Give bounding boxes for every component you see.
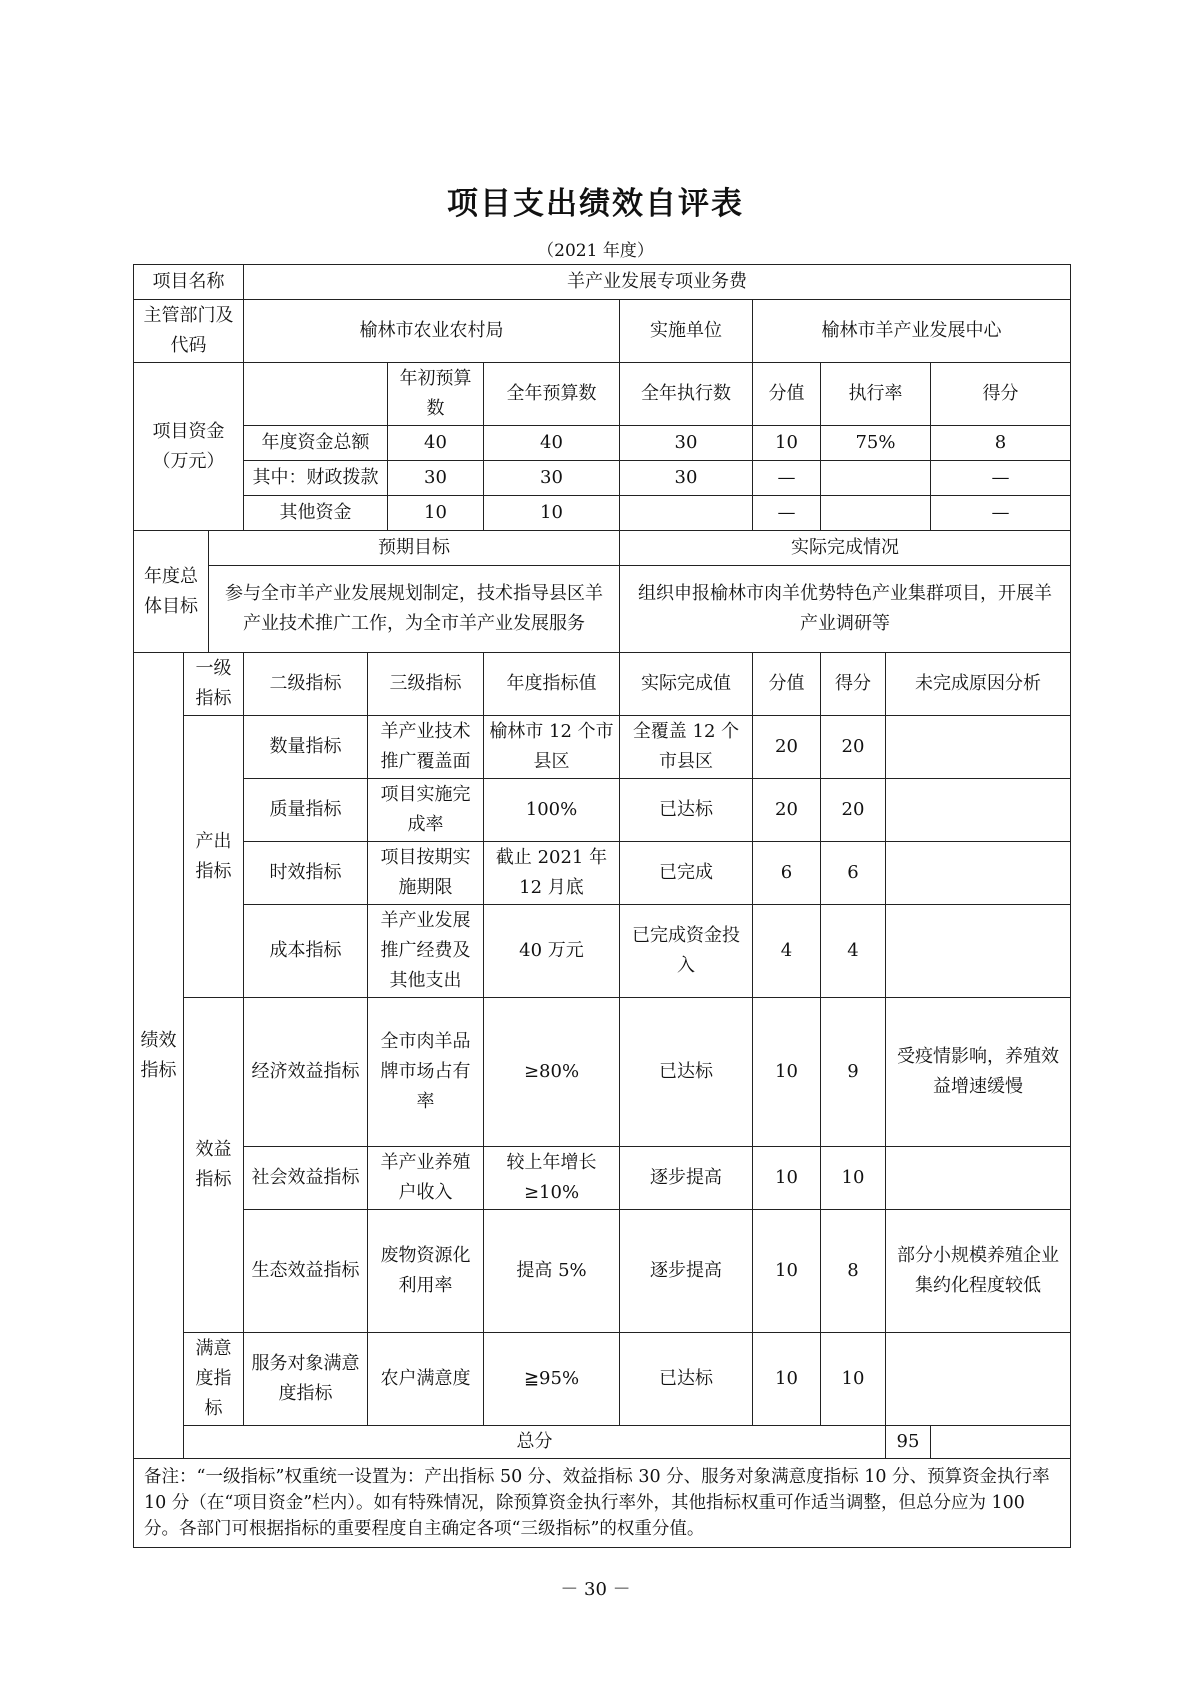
funds-cell: 10: [753, 426, 821, 461]
self-evaluation-table: [133, 264, 1071, 1548]
level3-cell: 废物资源化利用率: [368, 1210, 484, 1333]
indicator-row: [134, 1333, 1071, 1426]
annual-goal-label: 年度总体目标: [134, 531, 209, 653]
indicator-header-level2: 二级指标: [244, 653, 368, 716]
indicator-row: [134, 905, 1071, 998]
reason-cell: [886, 716, 1071, 779]
indicator-header-points: 分值: [753, 653, 821, 716]
total-label: 总分: [184, 1426, 886, 1459]
level3-cell: 项目按期实施期限: [368, 842, 484, 905]
funds-cell: [821, 496, 931, 531]
actual-cell: 已达标: [620, 1333, 753, 1426]
funds-label: 项目资金（万元）: [134, 363, 244, 531]
level3-cell: 项目实施完成率: [368, 779, 484, 842]
indicator-row: [134, 998, 1071, 1147]
points-cell: 20: [753, 716, 821, 779]
actual-cell: 已完成资金投入: [620, 905, 753, 998]
impl-unit-value: 榆林市羊产业发展中心: [753, 300, 1071, 363]
project-name-value: 羊产业发展专项业务费: [244, 265, 1071, 300]
indicator-header-target: 年度指标值: [484, 653, 620, 716]
funds-cell: 10: [388, 496, 484, 531]
level1-benefit: 效益指标: [184, 998, 244, 1333]
funds-cell: 40: [484, 426, 620, 461]
indicator-row: [134, 842, 1071, 905]
actual-cell: 已完成: [620, 842, 753, 905]
level2-cell: 数量指标: [244, 716, 368, 779]
funds-row-label: 其中：财政拨款: [244, 461, 388, 496]
funds-cell: 30: [620, 461, 753, 496]
funds-row: [134, 496, 1071, 531]
indicator-header-score: 得分: [821, 653, 886, 716]
performance-indicator-label: 绩效指标: [134, 653, 184, 1459]
indicator-row: [134, 1210, 1071, 1333]
funds-cell: 30: [388, 461, 484, 496]
level2-cell: 质量指标: [244, 779, 368, 842]
actual-cell: 逐步提高: [620, 1147, 753, 1210]
points-cell: 10: [753, 1147, 821, 1210]
report-year: （2021 年度）: [537, 241, 654, 261]
indicator-row: [134, 1147, 1071, 1210]
level3-cell: 农户满意度: [368, 1333, 484, 1426]
actual-cell: 已达标: [620, 779, 753, 842]
score-cell: 10: [821, 1333, 886, 1426]
funds-header-executed: 全年执行数: [620, 363, 753, 426]
funds-row: [134, 426, 1071, 461]
reason-cell: 受疫情影响，养殖效益增速缓慢: [886, 998, 1071, 1147]
target-cell: ≥80%: [484, 998, 620, 1147]
funds-header-points: 分值: [753, 363, 821, 426]
reason-cell: [886, 1333, 1071, 1426]
actual-cell: 逐步提高: [620, 1210, 753, 1333]
indicator-header-level3: 三级指标: [368, 653, 484, 716]
score-cell: 10: [821, 1147, 886, 1210]
points-cell: 20: [753, 779, 821, 842]
level3-cell: 羊产业技术推广覆盖面: [368, 716, 484, 779]
score-cell: 4: [821, 905, 886, 998]
page-number: － 30 －: [560, 1579, 631, 1600]
level3-cell: 全市肉羊品牌市场占有率: [368, 998, 484, 1147]
funds-row-label: 年度资金总额: [244, 426, 388, 461]
project-name-label: 项目名称: [134, 265, 244, 300]
score-cell: 20: [821, 716, 886, 779]
reason-cell: [886, 779, 1071, 842]
funds-cell: —: [753, 461, 821, 496]
score-cell: 8: [821, 1210, 886, 1333]
target-cell: 较上年增长≥10%: [484, 1147, 620, 1210]
funds-cell: 30: [620, 426, 753, 461]
actual-cell: 全覆盖 12 个市县区: [620, 716, 753, 779]
points-cell: 10: [753, 1333, 821, 1426]
level3-cell: 羊产业养殖户收入: [368, 1147, 484, 1210]
level1-output: 产出指标: [184, 716, 244, 998]
footnote: 备注：“一级指标”权重统一设置为：产出指标 50 分、效益指标 30 分、服务对象满意度指标 10 分、预算资金执行率 10 分（在“项目资金”栏内）。如有特殊情况，除预算资金执行率外，其他指标权重可作适当调整，但总分应为 100 分。各部门可根据指标的重要程度自主确定各项“三级指标”的权重分值。: [134, 1459, 1071, 1548]
funds-header-score: 得分: [931, 363, 1071, 426]
reason-cell: 部分小规模养殖企业集约化程度较低: [886, 1210, 1071, 1333]
score-cell: 6: [821, 842, 886, 905]
points-cell: 10: [753, 1210, 821, 1333]
points-cell: 6: [753, 842, 821, 905]
funds-cell: 10: [484, 496, 620, 531]
target-cell: ≧95%: [484, 1333, 620, 1426]
funds-cell: —: [753, 496, 821, 531]
funds-row: [134, 461, 1071, 496]
funds-cell: 8: [931, 426, 1071, 461]
funds-cell: 75%: [821, 426, 931, 461]
funds-cell: [620, 496, 753, 531]
level2-cell: 社会效益指标: [244, 1147, 368, 1210]
indicator-row: [134, 779, 1071, 842]
target-cell: 截止 2021 年 12 月底: [484, 842, 620, 905]
funds-cell: —: [931, 461, 1071, 496]
funds-header-annual-budget: 全年预算数: [484, 363, 620, 426]
actual-completion-text: 组织申报榆林市肉羊优势特色产业集群项目，开展羊产业调研等: [620, 566, 1071, 653]
funds-cell: —: [931, 496, 1071, 531]
funds-cell: 40: [388, 426, 484, 461]
target-cell: 榆林市 12 个市县区: [484, 716, 620, 779]
score-cell: 9: [821, 998, 886, 1147]
level2-cell: 时效指标: [244, 842, 368, 905]
reason-cell: [886, 1147, 1071, 1210]
funds-header-initial-budget: 年初预算数: [388, 363, 484, 426]
total-reason-blank: [931, 1426, 1071, 1459]
funds-row-label: 其他资金: [244, 496, 388, 531]
funds-cell: [821, 461, 931, 496]
page-title: 项目支出绩效自评表: [447, 186, 744, 222]
indicator-header-level1: 一级指标: [184, 653, 244, 716]
actual-completion-header: 实际完成情况: [620, 531, 1071, 566]
expected-goal-text: 参与全市羊产业发展规划制定，技术指导县区羊产业技术推广工作，为全市羊产业发展服务: [209, 566, 620, 653]
actual-cell: 已达标: [620, 998, 753, 1147]
reason-cell: [886, 842, 1071, 905]
department-value: 榆林市农业农村局: [244, 300, 620, 363]
target-cell: 提高 5%: [484, 1210, 620, 1333]
total-score: 95: [886, 1426, 931, 1459]
indicator-row: [134, 716, 1071, 779]
level2-cell: 经济效益指标: [244, 998, 368, 1147]
indicator-header-reason: 未完成原因分析: [886, 653, 1071, 716]
level3-cell: 羊产业发展推广经费及其他支出: [368, 905, 484, 998]
level2-cell: 生态效益指标: [244, 1210, 368, 1333]
level1-satisfaction: 满意度指标: [184, 1333, 244, 1426]
target-cell: 100%: [484, 779, 620, 842]
funds-cell: 30: [484, 461, 620, 496]
impl-unit-label: 实施单位: [620, 300, 753, 363]
points-cell: 10: [753, 998, 821, 1147]
points-cell: 4: [753, 905, 821, 998]
expected-goal-header: 预期目标: [209, 531, 620, 566]
reason-cell: [886, 905, 1071, 998]
funds-header-blank: [244, 363, 388, 426]
target-cell: 40 万元: [484, 905, 620, 998]
level2-cell: 服务对象满意度指标: [244, 1333, 368, 1426]
level2-cell: 成本指标: [244, 905, 368, 998]
department-label: 主管部门及代码: [134, 300, 244, 363]
indicator-header-actual: 实际完成值: [620, 653, 753, 716]
score-cell: 20: [821, 779, 886, 842]
funds-header-exec-rate: 执行率: [821, 363, 931, 426]
